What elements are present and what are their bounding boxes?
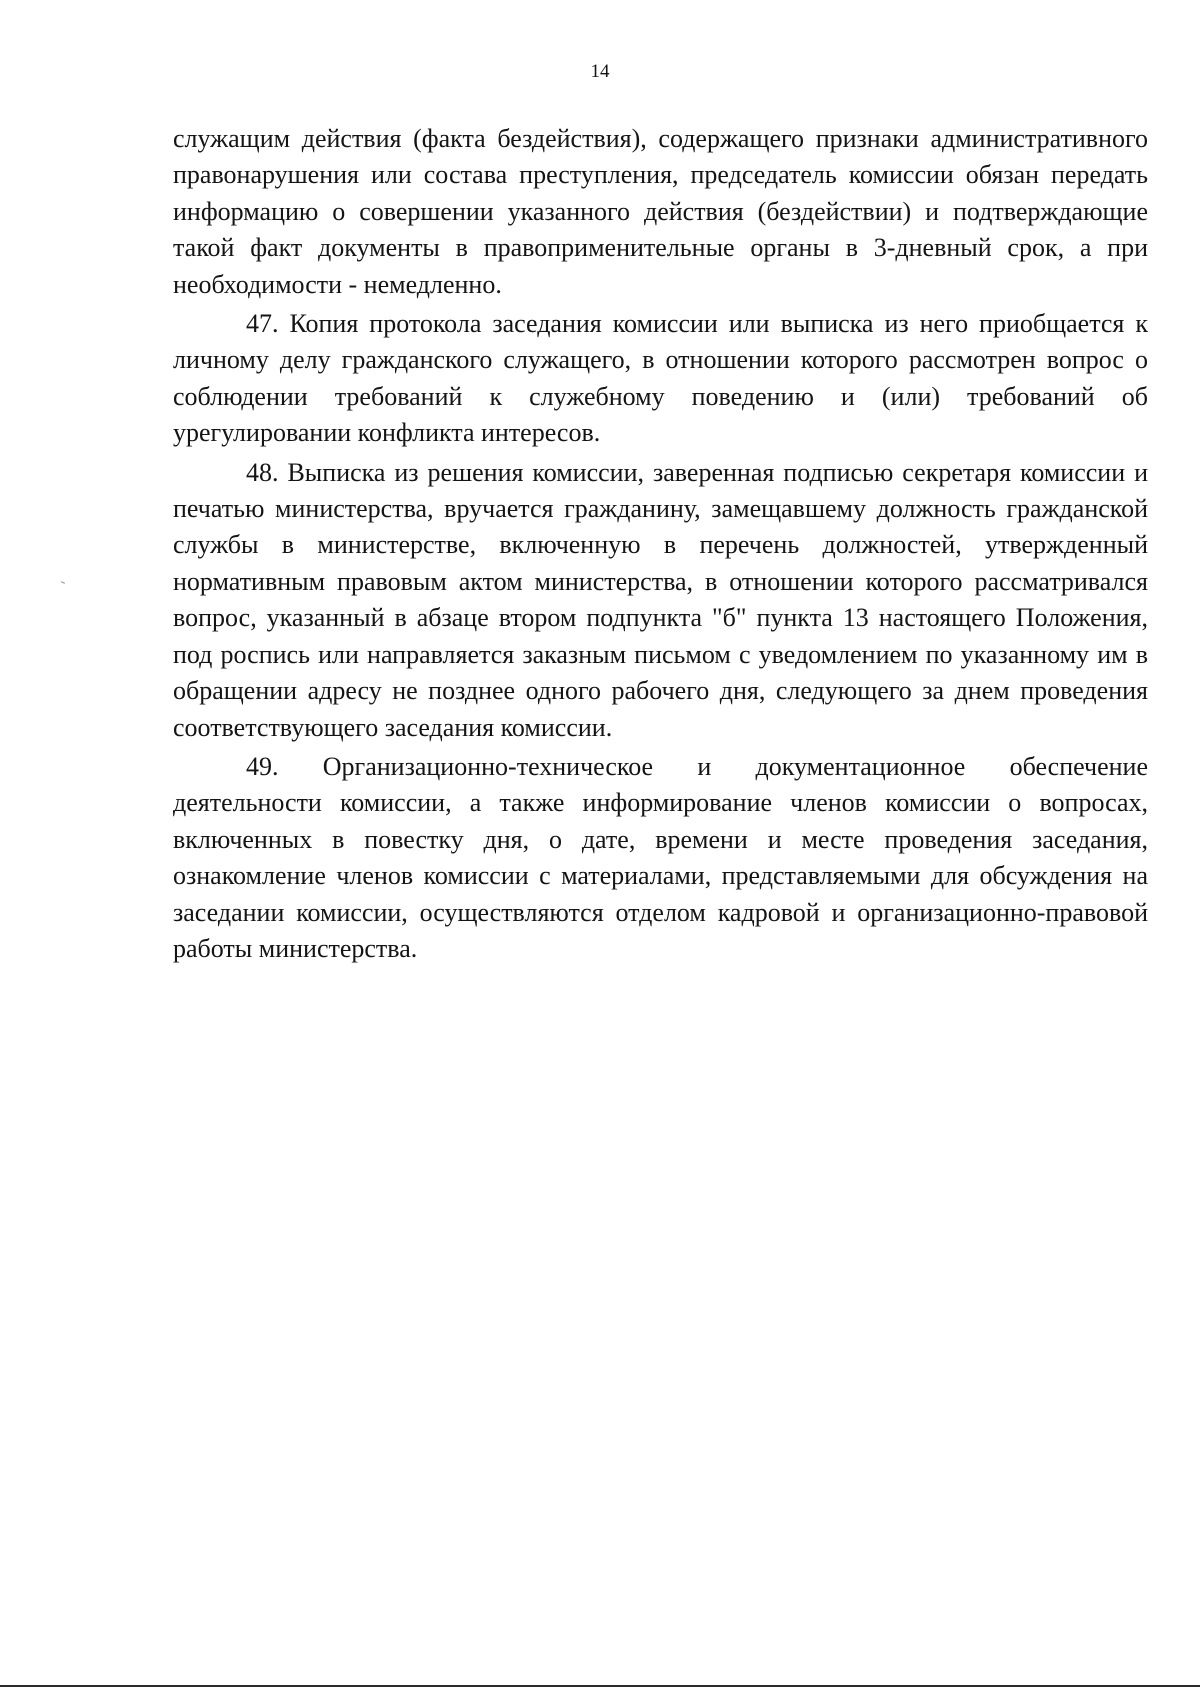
paragraph-48: 48. Выписка из решения комиссии, заверенная подписью секретаря комиссии и печатью министерства, вручается гражданину, замещавшему должность гражданской службы в министерстве, включенную в перечень должностей, утвержденный нормативным правовым актом министерства, в отношении которого рассматривался вопрос, указанный в абзаце втором подпункта "б" пункта 13 настоящего Положения, под роспись или направляется заказным письмом с уведомлением по указанному им в обращении адресу не позднее одного рабочего дня, следующего за днем проведения соответствующего заседания комиссии.	[173, 457, 1148, 742]
scan-bottom-edge	[0, 1685, 1200, 1687]
page-number: 14	[590, 61, 610, 82]
document-body	[173, 121, 1148, 970]
paragraph-46-continuation: служащим действия (факта бездействия), содержащего признаки административного правонарушения или состава преступления, председатель комиссии обязан передать информацию о совершении указанного действия (бездействии) и подтверждающие такой факт документы в правоприменительные органы в 3-дневный срок, а при необходимости - немедленно.	[173, 124, 1148, 299]
paragraph-47: 47. Копия протокола заседания комиссии или выписка из него приобщается к личному делу гражданского служащего, в отношении которого рассмотрен вопрос о соблюдении требований к служебному поведению и (или) требований об урегулировании конфликта интересов.	[173, 309, 1148, 448]
scan-speck	[61, 581, 65, 584]
paragraph-49: 49. Организационно-техническое и документационное обеспечение деятельности комиссии, а также информирование членов комиссии о вопросах, включенных в повестку дня, о дате, времени и месте проведения заседания, ознакомление членов комиссии с материалами, представляемыми для обсуждения на заседании комиссии, осуществляются отделом кадровой и организационно-правовой работы министерства.	[173, 751, 1148, 963]
